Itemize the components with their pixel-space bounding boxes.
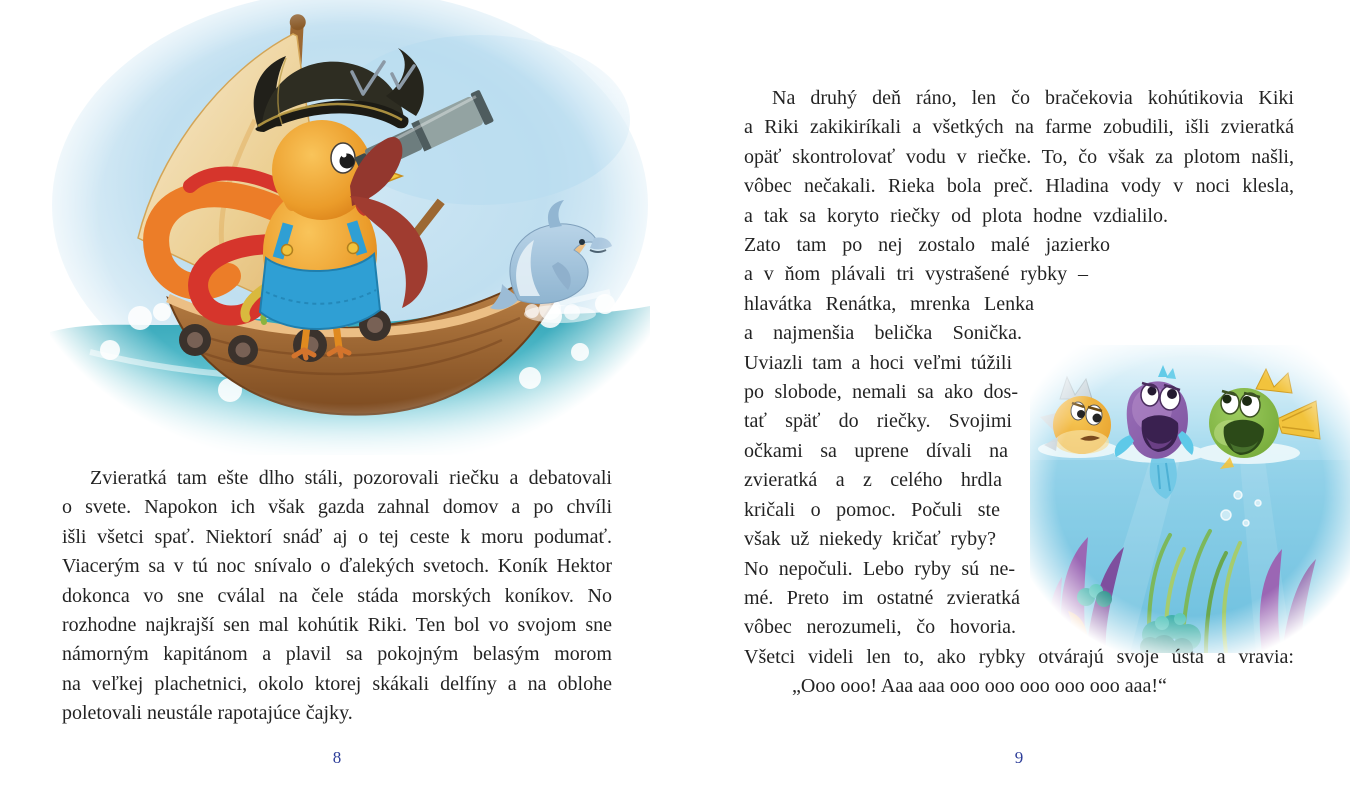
left-page-number: 8 xyxy=(332,748,342,767)
text-line: zvieratká a z celého hrdla xyxy=(744,469,1002,492)
text-line: Zato tam po nej zostalo malé jazierko xyxy=(744,234,1110,257)
text-line: Viacerým sa v tú noc snívalo o ďalekých svetoch. Koník Hektor xyxy=(62,555,612,578)
text-line: však už niekedy kričať ryby? xyxy=(744,528,996,551)
right-page-paragraphs xyxy=(744,84,1294,702)
text-line: rozhodne najkrajší sen mal kohútik Riki. Ten bol vo svojom sne xyxy=(62,614,612,637)
text-line: Všetci videli len to, ako rybky otvárajú svoje ústa a vravia: xyxy=(744,645,1294,668)
text-line: a v ňom plávali tri vystrašené rybky – xyxy=(744,263,1088,286)
text-line: mé. Preto im ostatné zvieratká xyxy=(744,586,1020,609)
text-line: na veľkej plachetnici, okolo ktorej skákali delfíny a na oblohe xyxy=(62,672,612,695)
text-line: Na druhý deň ráno, len čo bračekovia kohútikovia Kiki xyxy=(772,87,1294,109)
right-page-number: 9 xyxy=(1014,748,1024,767)
text-line: a tak sa koryto riečky od plota hodne vzdialilo. xyxy=(744,204,1168,227)
text-line: o svete. Napokon ich však gazda zahnal domov a po chvíli xyxy=(62,496,612,519)
text-line: „Ooo ooo! Aaa aaa ooo ooo ooo ooo ooo aaa!“ xyxy=(792,675,1167,698)
text-line: dokonca vo sne cválal na čele stáda morských koníkov. No xyxy=(62,584,612,607)
text-line: vôbec nečakali. Rieka bola preč. Hladina vody v noci klesla, xyxy=(744,175,1294,198)
text-line: išli všetci spať. Niektorí snáď aj o tej ceste k moru podumať. xyxy=(62,525,612,548)
left-page-paragraph xyxy=(62,464,612,729)
text-line: Uviazli tam a hoci veľmi túžili xyxy=(744,351,1012,374)
text-line: poletovali neustále rapotajúce čajky. xyxy=(62,702,353,725)
text-line: tať späť do riečky. Svojimi xyxy=(744,410,1012,433)
text-line: opäť skontrolovať vodu v riečke. To, čo však za plotom našli, xyxy=(744,145,1294,168)
text-line: No nepočuli. Lebo ryby sú ne- xyxy=(744,557,1015,580)
text-line: námorným kapitánom a plavil sa pokojným belasým morom xyxy=(62,643,612,666)
rooster-pirate-boat-illustration xyxy=(50,0,650,455)
text-line: Zvieratká tam ešte dlho stáli, pozorovali riečku a debatovali xyxy=(90,467,612,489)
text-line: hlavátka Renátka, mrenka Lenka xyxy=(744,292,1034,315)
text-line: kričali o pomoc. Počuli ste xyxy=(744,498,1000,521)
text-line: a Riki zakikiríkali a všetkých na farme zobudili, išli zvieratká xyxy=(744,116,1294,139)
text-line: po slobode, nemali sa ako dos- xyxy=(744,381,1018,404)
text-line: očkami sa uprene dívali na xyxy=(744,439,1008,462)
text-line: vôbec nerozumeli, čo hovoria. xyxy=(744,616,1016,639)
text-line: a najmenšia belička Sonička. xyxy=(744,322,1022,345)
